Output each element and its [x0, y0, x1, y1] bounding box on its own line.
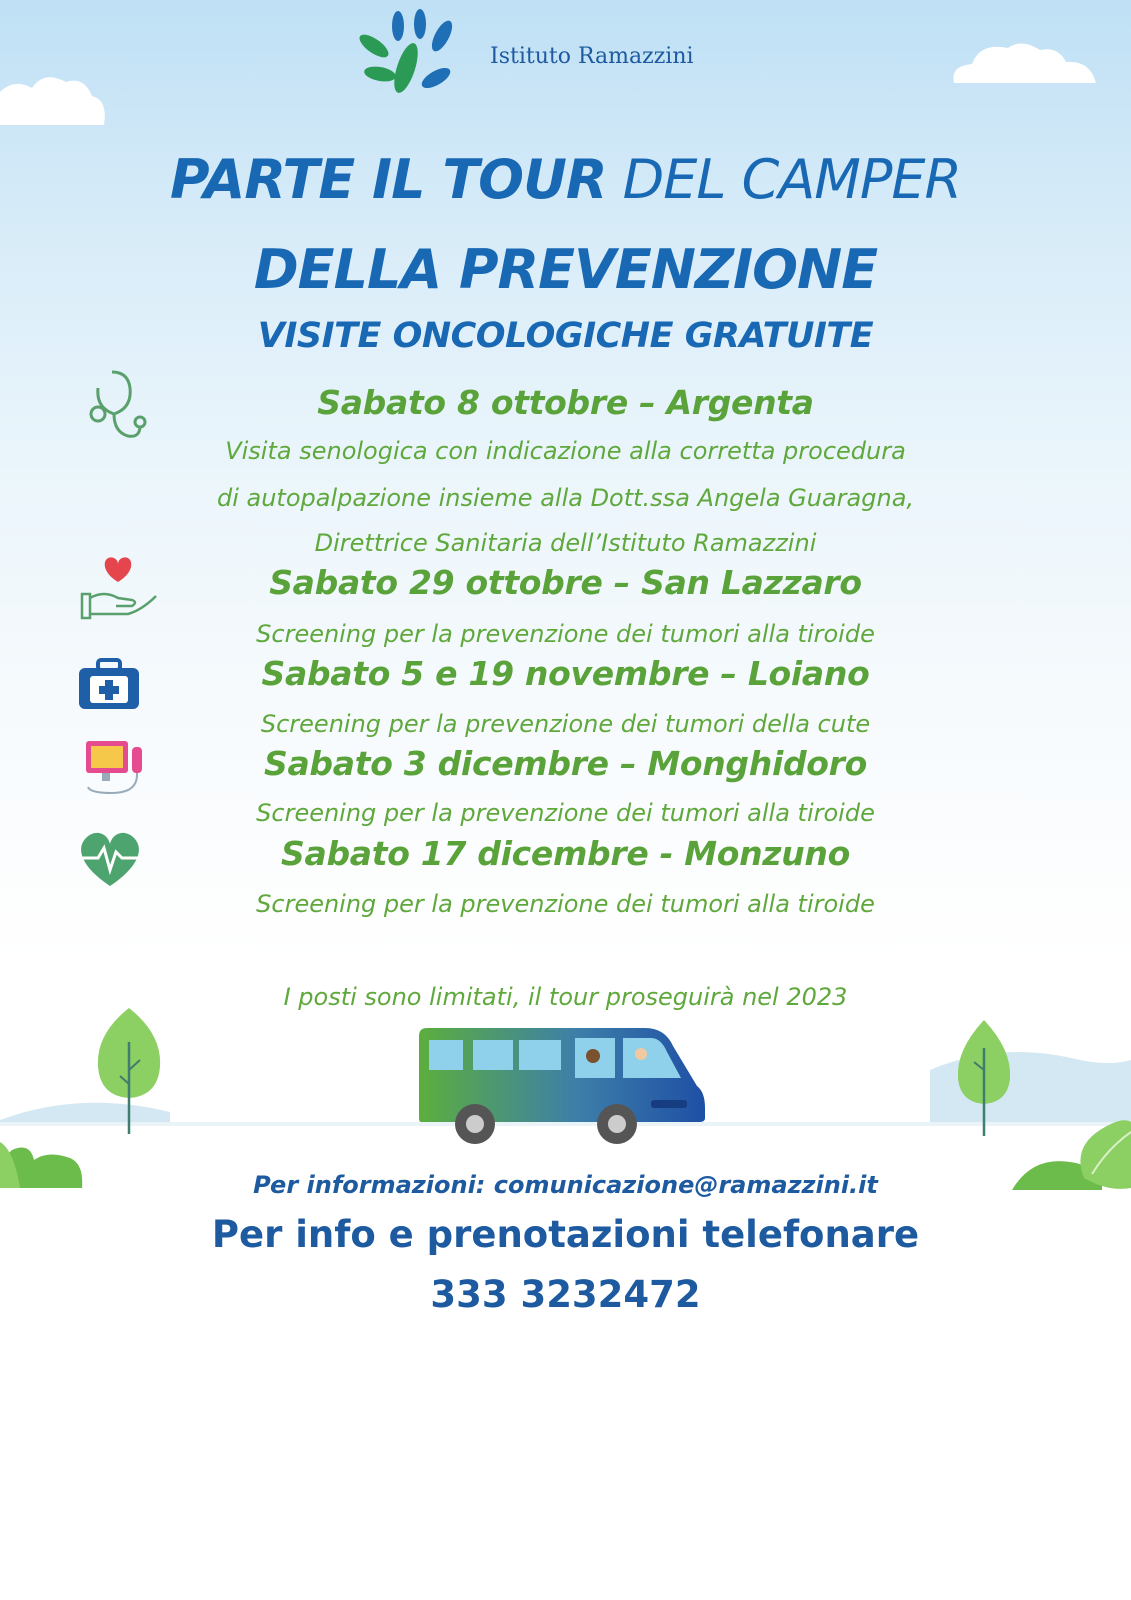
stethoscope-icon: [80, 368, 150, 446]
event-desc-line: Direttrice Sanitaria dell’Istituto Ramazzini: [314, 529, 817, 557]
headline-subtitle: VISITE ONCOLOGICHE GRATUITE: [257, 316, 874, 356]
event-desc-line: Screening per la prevenzione dei tumori della cute: [260, 710, 871, 738]
contact-phone-number[interactable]: 333 3232472: [430, 1273, 701, 1316]
headline-line-1: [0, 148, 1131, 211]
heartbeat-heart-icon: [76, 828, 144, 888]
cloud-right: [950, 38, 1100, 88]
camper-van-illustration: [415, 1022, 709, 1144]
headline-bold-part: PARTE IL TOUR: [169, 148, 607, 211]
event-desc-line: Visita senologica con indicazione alla corretta procedura: [225, 437, 906, 465]
event-title-monzuno: Sabato 17 dicembre - Monzuno: [281, 834, 850, 873]
event-title-loiano: Sabato 5 e 19 novembre – Loiano: [261, 654, 870, 693]
medical-kit-icon: [76, 656, 142, 712]
event-title-san-lazzaro: Sabato 29 ottobre – San Lazzaro: [269, 563, 862, 602]
headline-line-2: DELLA PREVENZIONE: [253, 238, 878, 301]
event-desc-line: di autopalpazione insieme alla Dott.ssa Angela Guaragna,: [216, 484, 915, 512]
event-desc-line: Screening per la prevenzione dei tumori alla tiroide: [256, 890, 875, 918]
ultrasound-monitor-icon: [80, 737, 152, 799]
brand-name: Istituto Ramazzini: [490, 44, 694, 69]
event-title-monghidoro: Sabato 3 dicembre – Monghidoro: [264, 744, 867, 783]
tree-left-icon: [92, 1004, 166, 1136]
tree-right-icon: [954, 1018, 1014, 1138]
event-desc-line: Screening per la prevenzione dei tumori alla tiroide: [256, 799, 875, 827]
contact-call-line: Per info e prenotazioni telefonare: [211, 1213, 920, 1256]
cloud-left: [0, 70, 110, 130]
event-desc-line: Screening per la prevenzione dei tumori alla tiroide: [256, 620, 875, 648]
availability-note: I posti sono limitati, il tour proseguirà nel 2023: [283, 983, 848, 1011]
contact-email-line: Per informazioni: comunicazione@ramazzini.it: [253, 1171, 878, 1199]
leaf-hand-logo-icon: [350, 6, 470, 108]
headline-light-part: DEL CAMPER: [622, 148, 962, 211]
heart-in-hand-icon: [76, 550, 160, 622]
event-title-argenta: Sabato 8 ottobre – Argenta: [317, 383, 814, 422]
